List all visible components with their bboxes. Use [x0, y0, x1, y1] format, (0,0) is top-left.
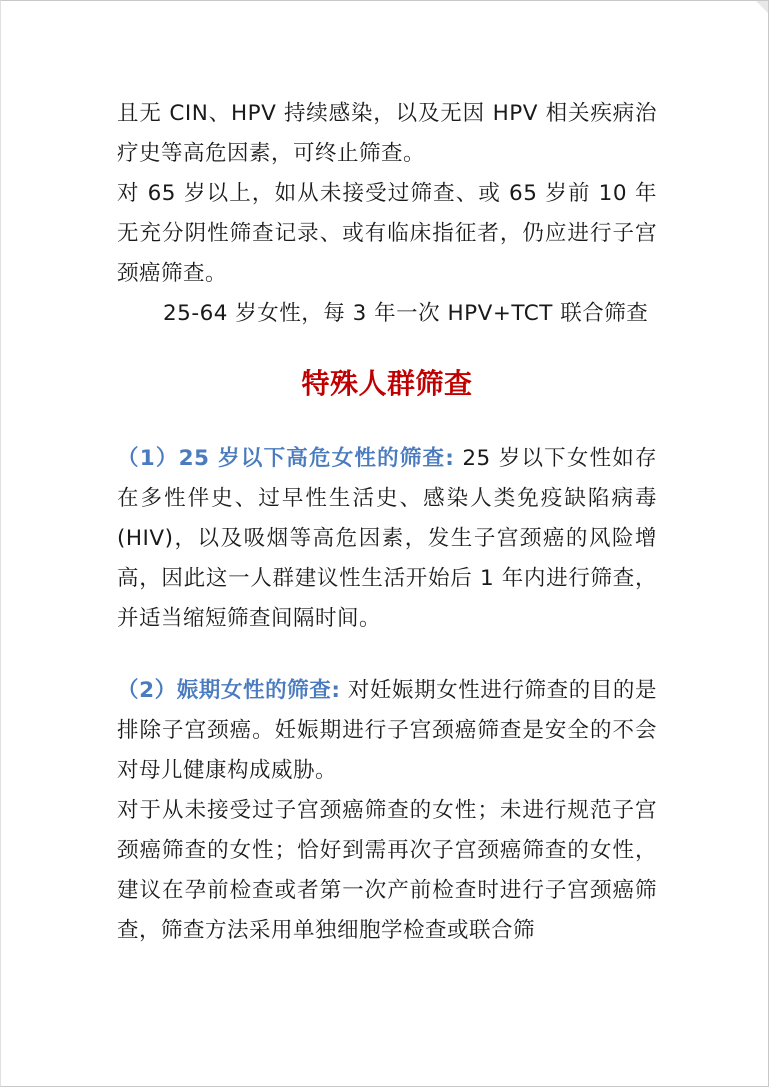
- item-pregnancy: [117, 671, 657, 791]
- item-under-25-heading: （1）25 岁以下高危女性的筛查:: [117, 446, 455, 471]
- item-pregnancy-text: 对妊娠期女性进行筛查的目的是排除子宫颈癌。妊娠期进行子宫颈癌筛查是安全的不会对母儿健康构成威胁。: [117, 678, 657, 783]
- paragraph-pregnancy-screening: 对于从未接受过子宫颈癌筛查的女性；未进行规范子宫颈癌筛查的女性；恰好到需再次子宫颈癌筛查的女性，建议在孕前检查或者第一次产前检查时进行子宫颈癌筛查，筛查方法采用单独细胞学检查或联合筛: [117, 798, 657, 943]
- paragraph-over-65: 对 65 岁以上，如从未接受过筛查、或 65 岁前 10 年无充分阴性筛查记录、或有临床指征者，仍应进行子宫颈癌筛查。: [117, 181, 657, 286]
- item-under-25: [117, 439, 657, 639]
- document-body: [117, 94, 657, 951]
- paragraph-termination-criteria: 且无 CIN、HPV 持续感染，以及无因 HPV 相关疾病治疗史等高危因素，可终止筛查。: [117, 101, 657, 166]
- item-pregnancy-heading: （2）娠期女性的筛查:: [117, 678, 341, 703]
- section-title: 特殊人群筛查: [301, 367, 473, 400]
- item-under-25-text: 25 岁以下女性如存在多性伴史、过早性生活史、感染人类免疫缺陷病毒(HIV)，以及吸烟等高危因素，发生子宫颈癌的风险增高，因此这一人群建议性生活开始后 1 年内进行筛查，并适当缩短筛查间隔时间。: [117, 446, 657, 631]
- page-corner: [756, 1, 768, 13]
- paragraph-25-64: 25-64 岁女性，每 3 年一次 HPV+TCT 联合筛查: [163, 301, 649, 326]
